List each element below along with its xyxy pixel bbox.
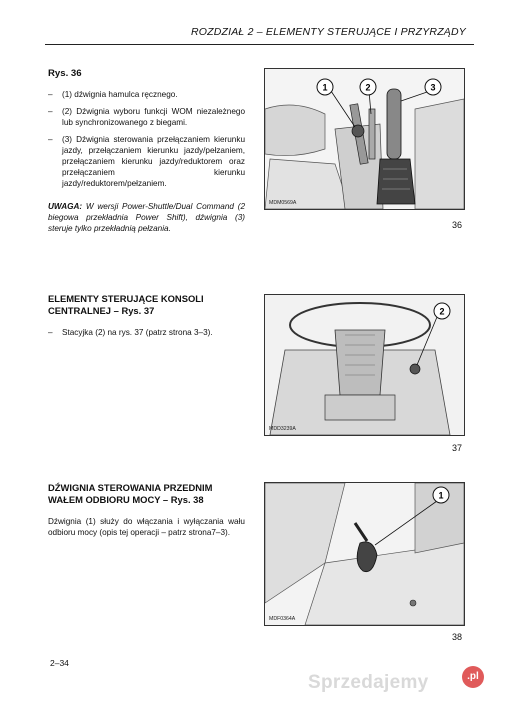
figure-code: MDD3239A (269, 426, 296, 432)
figure-number: 38 (451, 632, 462, 642)
callout-1: 1 (322, 82, 328, 93)
chapter-title: ROZDZIAŁ 2 – ELEMENTY STERUJĄCE I PRZYRZĄDY (190, 26, 466, 38)
figure-number: 37 (451, 443, 462, 453)
note (48, 201, 245, 234)
watermark-badge: .pl (462, 666, 484, 688)
bullet-dash: – (48, 90, 53, 99)
list-item-text: Stacyjka (2) na rys. 37 (patrz strona 3–3). (62, 328, 213, 337)
callout-1: 1 (438, 490, 444, 501)
paragraph: Dźwignia (1) służy do włączania i wyłączania wału odbioru mocy (opis tej operacji – patrz strona7–3). (48, 517, 245, 537)
list-item (48, 327, 245, 338)
bullet-dash: – (48, 135, 53, 144)
list-item-text: (1) dźwignia hamulca ręcznego. (62, 90, 178, 99)
page-header (45, 24, 474, 45)
list-item-text: (2) Dźwignia wyboru funkcji WOM niezależnego lub synchronizowanego z biegami. (62, 107, 245, 127)
note-text: W wersji Power-Shuttle/Dual Command (2 biegowa przekładnia Power Shift), dźwignia (3) steruje tylko przekładnią pełzania. (48, 202, 245, 233)
callout-2: 2 (439, 306, 445, 317)
central-console-drawing (265, 295, 464, 435)
page-number: 2–34 (50, 658, 69, 668)
figure-number: 36 (451, 220, 462, 230)
tractor-levers-drawing (265, 69, 464, 209)
figure-label: Rys. 36 (48, 68, 82, 79)
list-item (48, 106, 245, 128)
figure-38-illustration (264, 482, 465, 626)
bullet-dash: – (48, 328, 53, 337)
list-item (48, 89, 245, 100)
callout-3: 3 (430, 82, 436, 93)
callout-2: 2 (365, 82, 371, 93)
watermark-logo: Sprzedajemy (308, 672, 429, 693)
front-pto-lever-drawing (265, 483, 464, 625)
figure-37-illustration (264, 294, 465, 436)
figure-36-illustration (264, 68, 465, 210)
list-item-text: (3) Dźwignia sterowania przełączaniem kierunku jazdy, przełączaniem kierunku jazdy/pełzaniem, przełączaniem kierunku jazdy/reduktorem oraz przełączaniem kierunku jazdy/reduktorem/pełzaniem. (62, 135, 245, 188)
note-label: UWAGA: (48, 202, 83, 211)
figure-code: MDF0364A (269, 616, 296, 622)
section-heading: ELEMENTY STERUJĄCE KONSOLI CENTRALNEJ – Rys. 37 (48, 293, 204, 316)
list-item (48, 134, 245, 189)
section-pto-text (48, 482, 245, 538)
figure-code: MDM0569A (269, 200, 297, 206)
section-fig36-text (48, 68, 245, 234)
bullet-dash: – (48, 107, 53, 116)
section-console-text (48, 293, 245, 344)
section-heading: DŹWIGNIA STEROWANIA PRZEDNIM WAŁEM ODBIORU MOCY – Rys. 38 (48, 482, 213, 505)
